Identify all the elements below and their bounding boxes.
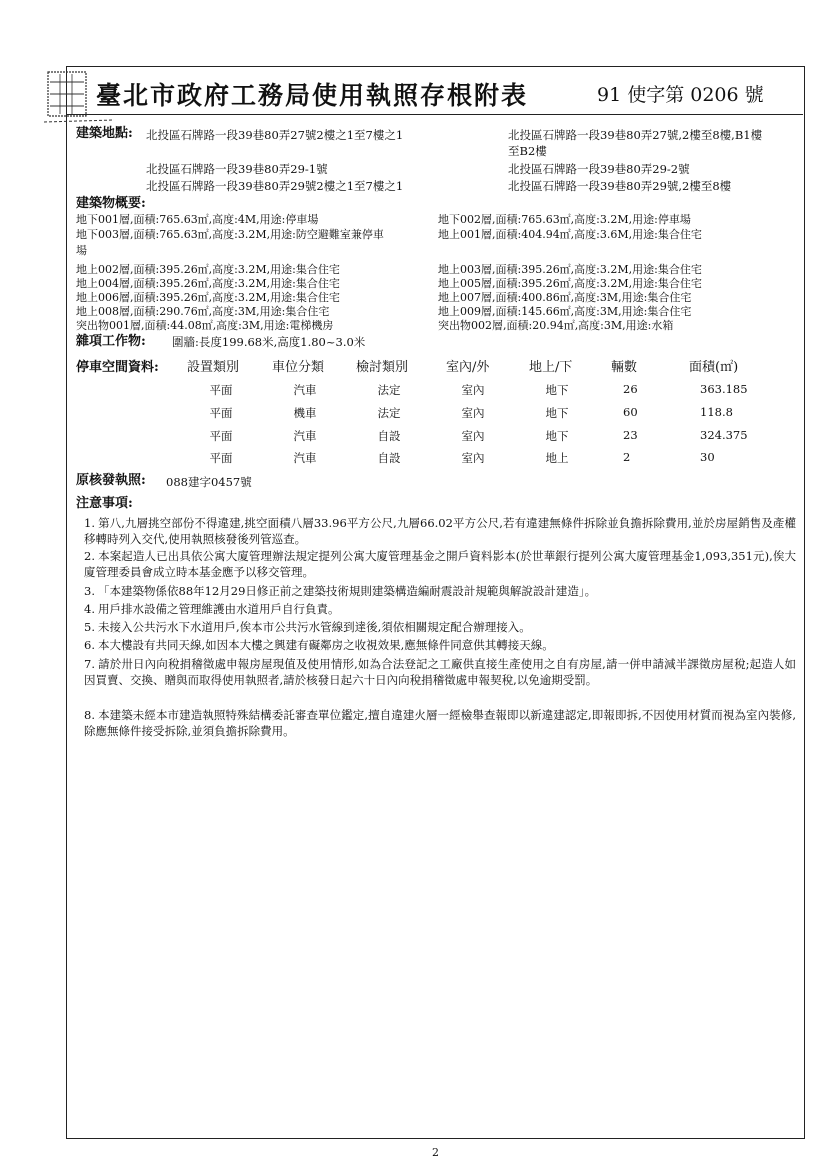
- parking-header-review-type: 檢討類別: [356, 360, 409, 375]
- building-left-3: 場: [76, 244, 87, 257]
- building-left-8: 突出物001層,面積:44.08㎡,高度:3M,用途:電梯機房: [76, 319, 334, 332]
- misc-value: 圍牆:長度199.68米,高度1.80~3.0米: [172, 335, 366, 349]
- table-cell: 30: [700, 450, 715, 464]
- misc-label: 雜項工作物:: [76, 334, 146, 349]
- note-item: 5. 未接入公共污水下水道用戶,俟本市公共污水管線到達後,須依相關規定配合辦理接入。: [84, 620, 531, 634]
- title-divider: [66, 114, 803, 115]
- building-right-7: 突出物002層,面積:20.94㎡,高度:3M,用途:水箱: [438, 319, 674, 332]
- table-cell: 汽車: [293, 429, 317, 443]
- table-cell: 平面: [209, 383, 233, 397]
- note-item: 2. 本案起造人已出具依公寓大廈管理辦法規定提列公寓大廈管理基金之開戶資料影本(於世華銀行提列公寓大廈管理基金1,093,351元),俟大廈管理委員會成立時本基金應予以移交管理。: [84, 549, 796, 579]
- permit-number: 91 使字第 0206 號: [597, 84, 764, 106]
- address-left-1: 北投區石牌路一段39巷80弄27號2樓之1至7樓之1: [146, 128, 404, 142]
- table-cell: 平面: [209, 451, 233, 465]
- table-cell: 平面: [209, 429, 233, 443]
- note-item: 8. 本建築未經本市建造執照特殊結構委託審查單位鑑定,擅自違建火層一經檢舉查報即以新違建認定,即報即拆,不因使用材質而視為室內裝修,除應無條件接受拆除,並須負擔拆除費用。: [84, 708, 796, 738]
- table-cell: 地下: [545, 429, 569, 443]
- building-label: 建築物概要:: [76, 196, 146, 211]
- building-right-2: 地上001層,面積:404.94㎡,高度:3.6M,用途:集合住宅: [438, 228, 702, 241]
- building-left-5: 地上004層,面積:395.26㎡,高度:3.2M,用途:集合住宅: [76, 277, 340, 290]
- building-right-4: 地上005層,面積:395.26㎡,高度:3.2M,用途:集合住宅: [438, 277, 702, 290]
- parking-header-count: 輛數: [611, 360, 638, 375]
- building-right-1: 地下002層,面積:765.63㎡,高度:3.2M,用途:停車場: [438, 213, 691, 226]
- building-right-6: 地上009層,面積:145.66㎡,高度:3M,用途:集合住宅: [438, 305, 692, 318]
- document-title: 臺北市政府工務局使用執照存根附表: [96, 81, 529, 110]
- table-cell: 室內: [461, 451, 485, 465]
- notes-label: 注意事項:: [76, 496, 133, 511]
- parking-header-level: 地上/下: [529, 360, 573, 375]
- table-cell: 地下: [545, 406, 569, 420]
- original-permit-value: 088建字0457號: [166, 475, 252, 489]
- table-cell: 法定: [377, 383, 401, 397]
- parking-header-setup: 設置類別: [187, 360, 240, 375]
- table-cell: 室內: [461, 383, 485, 397]
- building-left-1: 地下001層,面積:765.63㎡,高度:4M,用途:停車場: [76, 213, 319, 226]
- building-left-6: 地上006層,面積:395.26㎡,高度:3.2M,用途:集合住宅: [76, 291, 340, 304]
- building-right-5: 地上007層,面積:400.86㎡,高度:3M,用途:集合住宅: [438, 291, 692, 304]
- table-cell: 26: [623, 382, 638, 396]
- table-cell: 平面: [209, 406, 233, 420]
- page-number: 2: [432, 1146, 439, 1159]
- note-item: 7. 請於卅日內向稅捐稽徵處申報房屋現值及使用情形,如為合法登記之工廠供直接生產使用之自有房屋,請一併申請減半課徵房屋稅;起造人如因買賣、交換、贈與而取得使用執照者,請於核發日起六十日內向稅捐稽徵處申報契稅,以免逾期受罰。: [84, 657, 796, 687]
- building-left-2: 地下003層,面積:765.63㎡,高度:3.2M,用途:防空避難室兼停車: [76, 228, 384, 241]
- table-cell: 自設: [377, 451, 401, 465]
- table-cell: 自設: [377, 429, 401, 443]
- parking-header-space-type: 車位分類: [272, 360, 325, 375]
- address-label: 建築地點:: [76, 126, 133, 141]
- note-item: 4. 用戶排水設備之管理維護由水道用戶自行負責。: [84, 602, 340, 616]
- address-left-3: 北投區石牌路一段39巷80弄29號2樓之1至7樓之1: [146, 179, 404, 193]
- address-right-3: 北投區石牌路一段39巷80弄29-2號: [508, 162, 690, 176]
- address-right-2: 至B2樓: [508, 144, 547, 158]
- table-cell: 機車: [293, 406, 317, 420]
- address-right-4: 北投區石牌路一段39巷80弄29號,2樓至8樓: [508, 179, 732, 193]
- parking-header-indoor: 室內/外: [446, 360, 490, 375]
- building-left-7: 地上008層,面積:290.76㎡,高度:3M,用途:集合住宅: [76, 305, 330, 318]
- table-cell: 汽車: [293, 383, 317, 397]
- table-cell: 室內: [461, 406, 485, 420]
- table-cell: 地上: [545, 451, 569, 465]
- table-cell: 法定: [377, 406, 401, 420]
- table-cell: 324.375: [700, 428, 748, 442]
- note-item: 6. 本大樓設有共同天線,如因本大樓之興建有礙鄰房之收視效果,應無條件同意供其轉接天線。: [84, 638, 554, 652]
- address-left-2: 北投區石牌路一段39巷80弄29-1號: [146, 162, 328, 176]
- building-right-3: 地上003層,面積:395.26㎡,高度:3.2M,用途:集合住宅: [438, 263, 702, 276]
- table-cell: 汽車: [293, 451, 317, 465]
- address-right-1: 北投區石牌路一段39巷80弄27號,2樓至8樓,B1樓: [508, 128, 763, 142]
- building-left-4: 地上002層,面積:395.26㎡,高度:3.2M,用途:集合住宅: [76, 263, 340, 276]
- table-cell: 2: [623, 450, 631, 464]
- table-cell: 地下: [545, 383, 569, 397]
- table-cell: 363.185: [700, 382, 748, 396]
- note-item: 1. 第八,九層挑空部份不得違建,挑空面積八層33.96平方公尺,九層66.02平方公尺,若有違建無條件拆除並負擔拆除費用,並於房屋銷售及產權移轉時列入交代,使用執照核發後列管巡查。: [84, 516, 796, 546]
- table-cell: 118.8: [700, 405, 733, 419]
- original-permit-label: 原核發執照:: [76, 473, 146, 488]
- parking-header-area: 面積(㎡): [689, 360, 739, 375]
- table-cell: 23: [623, 428, 638, 442]
- note-item: 3. 「本建築物係依88年12月29日修正前之建築技術規則建築構造編耐震設計規範與解說設計建造」。: [84, 584, 597, 598]
- table-cell: 60: [623, 405, 638, 419]
- table-cell: 室內: [461, 429, 485, 443]
- parking-label: 停車空間資料:: [76, 360, 159, 375]
